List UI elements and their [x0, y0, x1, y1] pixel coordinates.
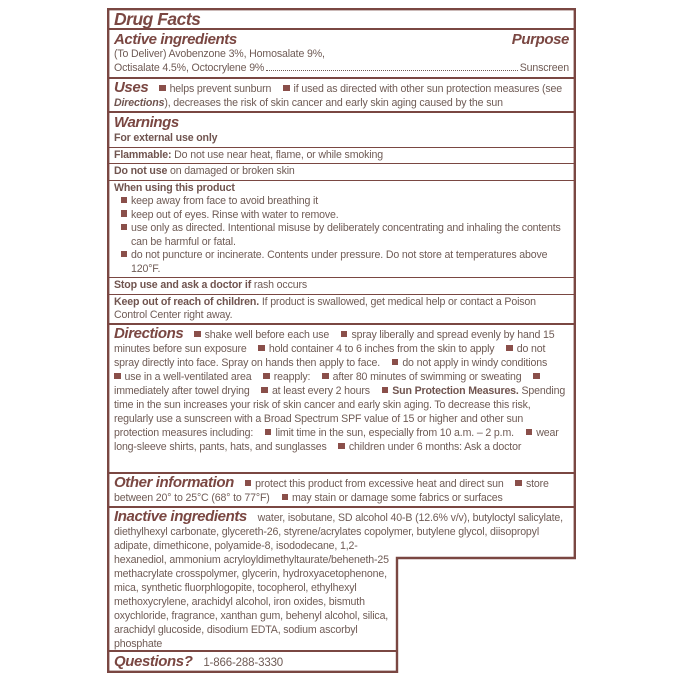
directions-item: do not apply in windy conditions	[392, 357, 547, 369]
uses-heading: Uses	[114, 79, 149, 96]
uses-directions-ref: Directions	[114, 97, 165, 109]
when-using-bullet: do not puncture or incinerate. Contents under pressure. Do not store at temperatures above 120°F.	[114, 249, 569, 276]
bullet-icon	[322, 373, 329, 380]
directions-item: spray liberally and spread evenly by hand 15 minutes before sun exposure	[114, 329, 555, 355]
directions-item: children under 6 months: Ask a doctor	[338, 441, 521, 453]
directions-heading: Directions	[114, 325, 184, 342]
when-using-bullet: keep away from face to avoid breathing it	[114, 195, 569, 209]
directions-item: shake well before each use	[194, 329, 329, 341]
bullet-icon	[265, 429, 272, 436]
external-use-row: For external use only	[107, 131, 576, 148]
bullet-icon	[245, 480, 252, 487]
bullet-icon	[533, 373, 540, 380]
flammable-row: Flammable: Do not use near heat, flame, or while smoking	[107, 148, 576, 165]
do-not-use-row: Do not use on damaged or broken skin	[107, 164, 576, 181]
bullet-icon	[526, 429, 533, 436]
questions-heading: Questions?	[114, 653, 193, 670]
bullet-icon	[382, 387, 389, 394]
other-info-bullet: protect this product from excessive heat and direct sun	[245, 478, 504, 490]
bullet-icon	[121, 210, 128, 217]
stop-use-row: Stop use and ask a doctor if rash occurs	[107, 278, 576, 295]
inactive-heading: Inactive ingredients	[114, 508, 247, 525]
directions-item: hold container 4 to 6 inches from the skin to apply	[258, 343, 494, 355]
bullet-icon	[258, 345, 265, 352]
section-warnings	[107, 113, 576, 325]
directions-item: wear long-sleeve shirts, pants, hats, and sunglasses	[114, 427, 559, 453]
bullet-icon	[159, 85, 166, 92]
label-cutout	[391, 552, 569, 650]
directions-item: after 80 minutes of swimming or sweating	[322, 371, 521, 383]
bullet-icon	[392, 359, 399, 366]
bullet-icon	[515, 480, 522, 487]
page-title: Drug Facts	[114, 9, 201, 29]
active-ingredients-heading: Active ingredients	[114, 31, 237, 48]
directions-item-sun-protection: Sun Protection Measures. Spending time in the sun increases your risk of skin cancer and early skin aging. To decrease this risk, regularly use a sunscreen with a Broad Spectrum SPF value of 15 or higher and other sun protection measures including:	[114, 385, 566, 439]
bullet-icon	[121, 251, 128, 258]
when-using-heading: When using this product	[114, 181, 235, 194]
dotted-leader	[266, 70, 517, 71]
bullet-icon	[283, 85, 290, 92]
directions-item: limit time in the sun, especially from 10 a.m. – 2 p.m.	[265, 427, 514, 439]
keep-out-row: Keep out of reach of children. If product is swallowed, get medical help or contact a Poison Control Center right away.	[114, 295, 536, 321]
section-active-ingredients	[107, 30, 576, 79]
when-using-bullet: keep out of eyes. Rinse with water to remove.	[114, 209, 569, 223]
directions-item: at least every 2 hours	[261, 385, 369, 397]
bullet-icon	[341, 331, 348, 338]
section-uses	[107, 79, 576, 113]
other-info-bullet: store between 20° to 25°C (68° to 77°F)	[114, 478, 549, 504]
purpose-value: Sunscreen	[519, 62, 569, 74]
active-ingredients-line2: Octisalate 4.5%, Octocrylene 9%	[114, 62, 265, 74]
directions-item: use in a well-ventilated area	[114, 371, 251, 383]
active-ingredients-line1: (To Deliver) Avobenzone 3%, Homosalate 9%,	[114, 48, 325, 60]
bullet-icon	[121, 197, 128, 204]
warnings-heading: Warnings	[114, 114, 179, 131]
when-using-row	[107, 181, 576, 279]
directions-item: immediately after towel drying	[114, 371, 544, 397]
directions-item: do not spray directly into face. Spray on hands then apply to face.	[114, 343, 546, 369]
bullet-icon	[506, 345, 513, 352]
other-info-heading: Other information	[114, 474, 234, 491]
section-inactive-ingredients	[107, 508, 576, 650]
bullet-icon	[114, 373, 121, 380]
bullet-icon	[263, 373, 270, 380]
drug-facts-label	[107, 8, 576, 673]
uses-bullet-2: if used as directed with other sun protection measures (see Directions), decreases the risk of skin cancer and early skin aging caused by the sun	[114, 83, 563, 109]
inactive-text: water, isobutane, SD alcohol 40-B (12.6% v/v), butyloctyl salicylate, diethylhexyl carbonate, glycereth-26, styrene/acrylates copolymer, butylene glycol, diisopropyl adipate, dimethicone, polyamide-8, isododecane, 1,2-hexanediol, ammonium acryloyldimethyltaurate/beheneth-25 methacrylate crosspolymer, glycerin, hydroxyacetophenone, mica, synthetic fluorphlogopite, tocopherol, ethylhexyl methoxycrylene, arachidyl alcohol, iron oxides, bismuth oxychloride, fragrance, xanthan gum, behenyl alcohol, silica, arachidyl glucoside, disodium EDTA, sodium ascorbyl phosphate	[114, 512, 563, 650]
bullet-icon	[121, 224, 128, 231]
questions-phone: 1-866-288-3330	[203, 657, 284, 669]
section-questions	[107, 650, 397, 673]
section-directions	[107, 325, 576, 474]
bullet-icon	[338, 443, 345, 450]
bullet-icon	[282, 494, 289, 501]
section-header	[107, 8, 576, 30]
bullet-icon	[194, 331, 201, 338]
other-info-bullet: may stain or damage some fabrics or surfaces	[282, 492, 503, 504]
when-using-bullet: use only as directed. Intentional misuse by deliberately concentrating and inhaling the contents can be harmful or fatal.	[114, 222, 569, 249]
directions-item: reapply:	[263, 371, 310, 383]
bullet-icon	[261, 387, 268, 394]
purpose-heading: Purpose	[511, 31, 569, 48]
section-other-information	[107, 474, 576, 508]
active-ingredients-line2-row	[114, 61, 569, 75]
uses-bullet-1: helps prevent sunburn	[159, 83, 271, 95]
